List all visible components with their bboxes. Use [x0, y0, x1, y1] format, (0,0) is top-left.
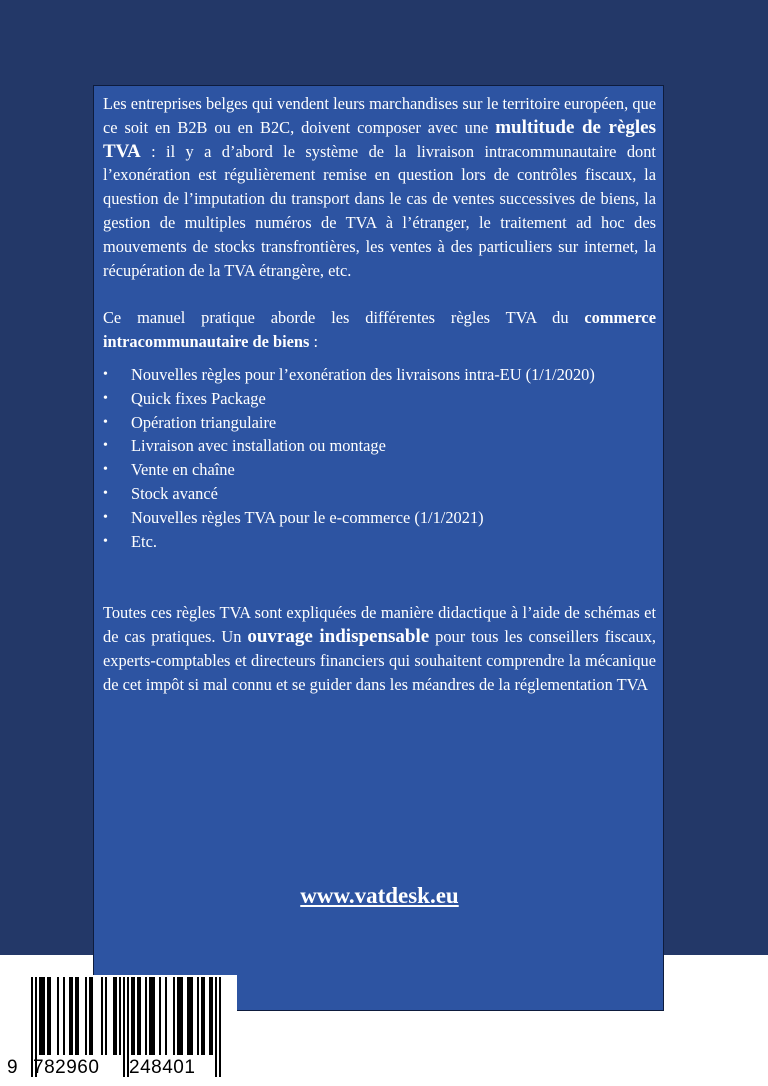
commerce-emphasis: commerce intracommunautaire de biens	[103, 308, 656, 352]
barcode-bar	[43, 977, 45, 1055]
barcode-bar	[85, 977, 87, 1055]
intro-paragraph: Les entreprises belges qui vendent leurs marchandises sur le territoire européen, que ce soit en B2B ou en B2C, doivent composer avec une multitude de règles TVA : il y a d’abord le système de la livraison intracommunautaire dont l’exonération est régulièrement remise en question lors de contrôles fiscaux, la question de l’imputation du transport dans le cas de ventes successives de biens, la gestion de multiples numéros de TVA à l’étranger, le traitement ad hoc des mouvements de stocks transfrontières, les ventes à des particuliers sur internet, la récupération de la TVA étrangère, etc.	[103, 94, 656, 280]
list-item: • Opération triangulaire	[103, 411, 656, 435]
barcode-bar	[197, 977, 199, 1055]
list-item: • Quick fixes Package	[103, 387, 656, 411]
list-item: • Livraison avec installation ou montage	[103, 434, 656, 458]
description-text	[103, 92, 656, 697]
list-item: • Stock avancé	[103, 482, 656, 506]
barcode-bar	[145, 977, 147, 1055]
barcode-bar	[123, 977, 125, 1077]
essential-book-emphasis: ouvrage indispensable	[247, 626, 430, 648]
barcode-bar	[201, 977, 203, 1055]
barcode-bar	[153, 977, 155, 1055]
list-item: • Vente en chaîne	[103, 458, 656, 482]
barcode-bar	[77, 977, 79, 1055]
bullet-icon: •	[103, 438, 108, 454]
bullet-icon: •	[103, 485, 108, 501]
barcode-bar	[203, 977, 205, 1055]
bullet-icon: •	[103, 509, 108, 525]
barcode-bar	[71, 977, 73, 1055]
bullet-icon: •	[103, 366, 108, 382]
barcode-bar	[189, 977, 191, 1055]
barcode-bar	[151, 977, 153, 1055]
bullet-icon: •	[103, 462, 108, 478]
barcode-bar	[215, 977, 217, 1077]
barcode-bar	[39, 977, 41, 1055]
barcode-bar	[149, 977, 151, 1055]
bullet-icon: •	[103, 390, 108, 406]
barcode-bar	[173, 977, 175, 1055]
barcode-bar	[91, 977, 93, 1055]
feature-list	[103, 363, 656, 553]
barcode-bar	[211, 977, 213, 1055]
barcode-lead-digit: 9	[7, 1057, 19, 1078]
isbn-barcode	[0, 975, 237, 1083]
barcode-bar	[113, 977, 115, 1055]
bullet-icon: •	[103, 533, 108, 549]
barcode-bar	[131, 977, 133, 1055]
barcode-bar	[219, 977, 221, 1077]
barcode-bar	[101, 977, 103, 1055]
bullet-icon: •	[103, 414, 108, 430]
barcode-bar	[49, 977, 51, 1055]
barcode-bar	[179, 977, 181, 1055]
manual-paragraph: Ce manuel pratique aborde les différentes règles TVA du commerce intracommunautaire de biens :	[103, 308, 656, 352]
barcode-bar	[75, 977, 77, 1055]
barcode-bar	[119, 977, 121, 1055]
barcode-bar	[159, 977, 161, 1055]
list-item: • Etc.	[103, 530, 656, 554]
barcode-bar	[177, 977, 179, 1055]
barcode-bar	[89, 977, 91, 1055]
website-link[interactable]: www.vatdesk.eu	[300, 883, 459, 908]
barcode-bar	[165, 977, 167, 1055]
barcode-bar	[187, 977, 189, 1055]
barcode-bar	[115, 977, 117, 1055]
list-item: • Nouvelles règles pour l’exonération des livraisons intra-EU (1/1/2020)	[103, 363, 656, 387]
barcode-bar	[57, 977, 59, 1055]
barcode-right-digits: 248401	[129, 1057, 196, 1078]
barcode-bar	[105, 977, 107, 1055]
vat-rules-emphasis: multitude de règles TVA	[103, 116, 656, 162]
barcode-bar	[133, 977, 135, 1055]
barcode-bar	[181, 977, 183, 1055]
barcode-bar	[137, 977, 139, 1055]
summary-paragraph: Toutes ces règles TVA sont expliquées de manière didactique à l’aide de schémas et de cas pratiques. Un ouvrage indispensable pour tous les conseillers fiscaux, experts-comptables et directeurs financiers qui souhaitent comprendre la mécanique de cet impôt si mal connu et se guider dans les méandres de la réglementation TVA	[103, 603, 656, 694]
list-item: • Nouvelles règles TVA pour le e-commerce (1/1/2021)	[103, 506, 656, 530]
barcode-bar	[69, 977, 71, 1055]
barcode-bar	[139, 977, 141, 1055]
barcode-bar	[63, 977, 65, 1055]
barcode-bar	[191, 977, 193, 1055]
barcode-bar	[209, 977, 211, 1055]
barcode-bar	[47, 977, 49, 1055]
barcode-left-digits: 782960	[33, 1057, 100, 1078]
barcode-bar	[41, 977, 43, 1055]
description-panel	[93, 85, 664, 1011]
